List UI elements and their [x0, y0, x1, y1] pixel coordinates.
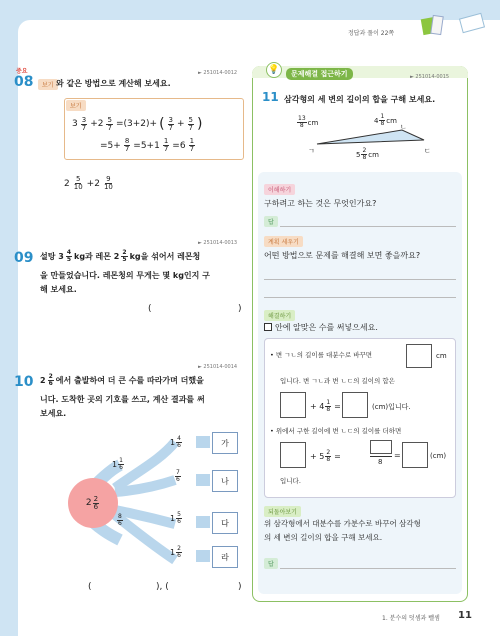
l1-num: 4	[177, 435, 181, 442]
side-a-num: 13	[298, 115, 306, 122]
review-answer-line[interactable]	[280, 567, 456, 569]
step1-end: (cm)입니다.	[372, 403, 411, 411]
understand-answer-label: 답	[264, 216, 278, 227]
q09-text2: 을 만들었습니다. 레몬청의 무게는 몇 kg인지 구	[40, 271, 210, 280]
step1-box-left[interactable]	[280, 392, 306, 418]
l2-den: 6	[176, 476, 180, 483]
q10-number: 10	[14, 374, 34, 390]
footer-chapter: 1. 분수의 덧셈과 뺄셈	[382, 615, 440, 622]
leaf-label-4	[170, 546, 183, 559]
solve-checkbox	[264, 323, 272, 331]
step2-plus-whole: + 5	[310, 452, 325, 461]
l4-num: 2	[177, 545, 181, 552]
step1-text-b: 입니다. 변 ㄱㄴ과 변 ㄴㄷ의 길이의 합은	[280, 377, 395, 385]
step2-plus: + 5 $\frac{2}{8}$ =	[310, 449, 341, 463]
side-b-whole: 4	[374, 116, 379, 125]
q10-answer-mid: ), (	[156, 582, 169, 592]
side-b-label	[374, 114, 397, 127]
branch-upper-label	[112, 458, 125, 471]
q08-tag: 보기	[38, 79, 58, 90]
example-line1: 3 $\frac{3}{7}$ +2 $\frac{5}{7}$ =(3+2)+ ( $\frac{3}{7}$ + $\frac{5}{7}$ )	[72, 115, 203, 132]
side-b-den: 8	[380, 120, 385, 127]
plan-tag: 계획 세우기	[264, 236, 303, 247]
step2-den: 8	[378, 458, 383, 466]
example-line2: =5+ $\frac{8}{7}$ =5+1 $\frac{1}{7}$ =6 $\frac{1}{7}$	[100, 137, 195, 153]
plan-line-1[interactable]	[264, 278, 456, 280]
side-b-num: 1	[380, 113, 385, 120]
right-header-title: 문제해결 접근하기	[286, 68, 353, 80]
q08-text: 와 같은 방법으로 계산해 보세요.	[56, 79, 171, 88]
step1-box-result[interactable]	[342, 392, 368, 418]
vertex-d: ㄷ	[424, 147, 431, 155]
step2-box-numerator[interactable]	[370, 440, 392, 454]
step2-frac-num: 2	[326, 449, 331, 456]
start-num: 2	[93, 494, 99, 503]
side-a-den: 8	[299, 122, 304, 129]
start-whole: 2	[85, 498, 92, 508]
step1-text-a: • 변 ㄱㄴ의 길이를 대분수로 바꾸면	[270, 351, 373, 359]
side-c-whole: 5	[356, 150, 361, 159]
review-question-1: 위 삼각형에서 대분수를 가분수로 바꾸어 삼각형	[264, 519, 421, 528]
lightbulb-icon: 💡	[266, 62, 282, 78]
q09-answer-close: )	[238, 304, 242, 314]
vertex-l: ㄴ	[400, 123, 407, 131]
footer-page: 11	[458, 610, 472, 621]
dest-da: 다	[212, 512, 238, 534]
arrow-2	[196, 474, 210, 486]
right-code: ► 251014-0015	[410, 74, 450, 80]
page-edge	[0, 44, 18, 636]
b2-num: 8	[118, 513, 122, 520]
start-circle	[68, 478, 118, 528]
step1-box-mixed[interactable]	[406, 344, 432, 368]
q09-answer-input[interactable]	[156, 304, 236, 316]
q10-answer-input-1[interactable]	[96, 582, 152, 594]
step2-eq: =	[394, 451, 401, 460]
arrow-1	[196, 436, 210, 448]
understand-answer-line[interactable]	[280, 225, 456, 227]
plan-question: 어떤 방법으로 문제를 해결해 보면 좋을까요?	[264, 251, 421, 260]
arrow-3	[196, 516, 210, 528]
l4-den: 6	[177, 552, 181, 559]
solve-instruction: 안에 알맞은 수를 써넣으세요.	[275, 323, 378, 332]
step2-box-left[interactable]	[280, 442, 306, 468]
q08-code: ► 251014-0012	[198, 70, 238, 76]
q10-answer-open: (	[88, 582, 92, 592]
side-c-den: 8	[362, 154, 367, 161]
step1-frac-num: 1	[326, 399, 331, 406]
plan-line-2[interactable]	[264, 296, 456, 298]
q11-text: 삼각형의 세 변의 길이의 합을 구해 보세요.	[284, 95, 436, 104]
dest-na: 나	[212, 470, 238, 492]
step1-frac-den: 8	[326, 406, 331, 413]
side-c-label	[356, 148, 379, 161]
q09-answer-open: (	[148, 304, 152, 314]
l4-whole: 1	[170, 548, 176, 557]
vertex-g: ㄱ	[308, 147, 315, 155]
step2-unit: (cm)	[430, 452, 447, 460]
q09-text1: 설탕 3 $\frac{4}{5}$ kg과 레몬 2 $\frac{2}{5}$ kg을 섞어서 레몬청	[40, 249, 201, 263]
b1-den: 6	[119, 464, 123, 471]
corner-deco	[455, 8, 495, 38]
l3-whole: 1	[170, 514, 176, 523]
q09-text3: 해 보세요.	[40, 285, 77, 294]
understand-tag: 이해하기	[264, 184, 295, 195]
step2-text-a: • 위에서 구한 길이에 변 ㄴㄷ의 길이를 더하면	[270, 427, 402, 435]
q08-important-badge: 중요	[16, 68, 28, 75]
side-a-label	[296, 116, 318, 129]
l2-num: 7	[176, 469, 180, 476]
understand-question: 구하려고 하는 것은 무엇인가요?	[264, 199, 377, 208]
q10-text3: 보세요.	[40, 409, 67, 418]
q10-text1: 2 $\frac{2}{6}$ 에서 출발하여 더 큰 수를 따라가며 더했을	[40, 373, 204, 387]
leaf-label-3	[170, 512, 183, 525]
step1-plus-whole: + 4	[310, 402, 325, 411]
review-answer-label: 답	[264, 558, 278, 569]
q09-code: ► 251014-0013	[198, 240, 238, 246]
l3-den: 6	[177, 518, 181, 525]
q09-number: 09	[14, 250, 34, 266]
step2-end: 입니다.	[280, 477, 301, 485]
side-a-unit: cm	[307, 118, 319, 127]
q08-problem: 2 $\frac{5}{10}$ +2 $\frac{9}{10}$	[64, 175, 113, 191]
side-c-num: 2	[362, 147, 367, 154]
q10-text2: 니다. 도착한 곳의 기호를 쓰고, 계산 결과를 써	[40, 395, 205, 404]
l1-whole: 1	[170, 438, 176, 447]
corner-illustration	[418, 12, 448, 38]
review-question-2: 의 세 변의 길이의 합을 구해 보세요.	[264, 533, 383, 542]
example-tag: 보기	[66, 100, 86, 111]
leaf-label-2	[174, 470, 182, 483]
step1-unit: cm	[436, 352, 447, 360]
arrow-4	[196, 550, 210, 562]
step2-frac-den: 8	[326, 456, 331, 463]
side-c-unit: cm	[368, 150, 379, 159]
b2-den: 6	[118, 520, 122, 527]
l1-den: 6	[177, 442, 181, 449]
b1-num: 1	[119, 457, 123, 464]
q11-number: 11	[262, 90, 279, 104]
review-tag: 되돌아보기	[264, 506, 301, 517]
q10-code: ► 251014-0014	[198, 364, 238, 370]
leaf-label-1	[170, 436, 183, 449]
dest-ga: 가	[212, 432, 238, 454]
step2-box-result[interactable]	[402, 442, 428, 468]
b1-whole: 1	[112, 460, 118, 469]
branch-lower-label	[116, 514, 124, 527]
step1-plus: + 4 $\frac{1}{8}$ =	[310, 399, 341, 413]
q08-number: 08	[14, 74, 34, 90]
dest-ra: 라	[212, 546, 238, 568]
l3-num: 5	[177, 511, 181, 518]
side-b-unit: cm	[386, 116, 397, 125]
q10-answer-close: )	[238, 582, 242, 592]
solve-tag: 해결하기	[264, 310, 295, 321]
q10-answer-input-2[interactable]	[178, 582, 234, 594]
step2-frac-bar	[370, 456, 392, 457]
answer-ref: 정답과 풀이 22쪽	[348, 30, 395, 37]
start-den: 6	[93, 502, 99, 511]
